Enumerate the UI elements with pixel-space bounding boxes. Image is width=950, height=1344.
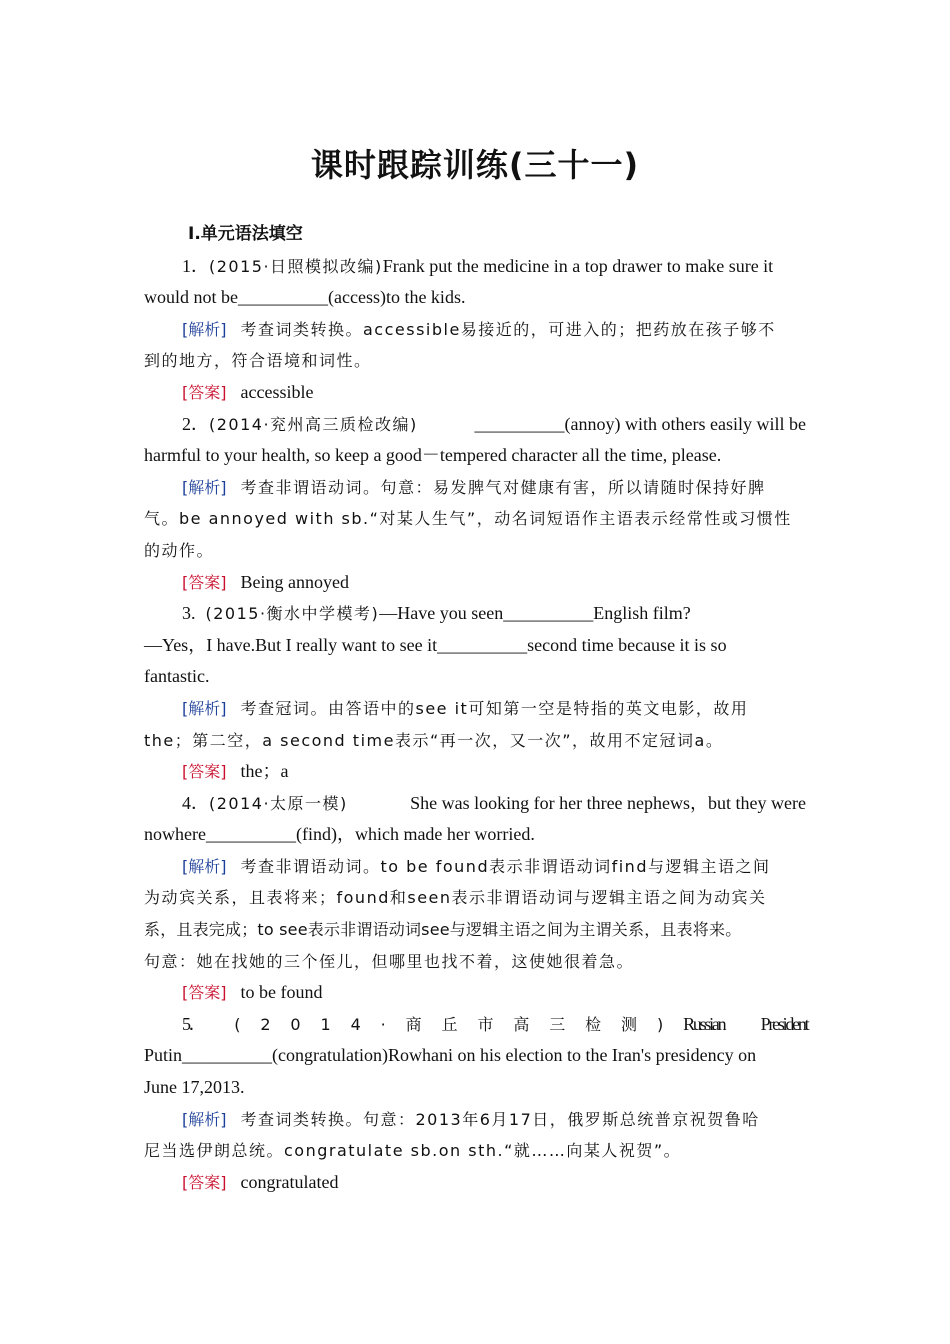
question-1-stem-cont: would not be__________(access)to the kids. xyxy=(144,287,466,308)
question-source: (2014·兖州高三质检改编) xyxy=(209,414,418,434)
answer-tag: [答案] xyxy=(182,1172,227,1192)
analysis-tag: [解析] xyxy=(182,698,227,718)
question-1-answer xyxy=(144,377,806,409)
question-text: Russian President xyxy=(683,1013,808,1034)
question-4-analysis xyxy=(144,851,806,883)
question-5-stem-cont: June 17,2013. xyxy=(144,1077,245,1098)
question-text: __________(annoy) with others easily will be xyxy=(474,413,806,434)
question-2-analysis-cont: 气。be annoyed with sb.“对某人生气”，动名词短语作主语表示经常性或习惯性 xyxy=(144,509,792,529)
question-4-analysis-cont: 句意：她在找她的三个侄儿，但哪里也找不着，这使她很着急。 xyxy=(144,951,635,971)
question-1-analysis-cont: 到的地方，符合语境和词性。 xyxy=(144,351,372,371)
answer-tag: [答案] xyxy=(182,382,227,402)
question-source: (2015·日照模拟改编) xyxy=(209,256,383,276)
question-source: (2014·商丘市高三检测) xyxy=(234,1014,684,1034)
answer-text: the；a xyxy=(240,761,289,782)
analysis-text: 考查非谓语动词。to be found表示非谓语动词find与逻辑主语之间 xyxy=(240,856,771,876)
document-body xyxy=(144,219,806,1198)
question-2-analysis-cont: 的动作。 xyxy=(144,540,215,560)
question-number: 1． xyxy=(182,255,209,276)
question-5-analysis xyxy=(144,1104,806,1136)
question-number: 5． xyxy=(182,1013,205,1034)
page-title: 课时跟踪训练(三十一) xyxy=(310,146,640,184)
question-source: (2014·太原一模) xyxy=(209,793,348,813)
question-3-analysis xyxy=(144,693,806,725)
question-1-stem xyxy=(144,251,806,283)
question-2-stem xyxy=(144,409,806,441)
question-4-answer xyxy=(144,977,806,1009)
answer-text: Being annoyed xyxy=(240,571,349,592)
question-3-answer xyxy=(144,756,806,788)
question-5-answer xyxy=(144,1167,806,1199)
question-number: 2． xyxy=(182,413,209,434)
question-2-stem-cont: harmful to your health, so keep a good－tempered character all the time, please. xyxy=(144,445,722,466)
question-3-stem-cont: —Yes，I have.But I really want to see it__________second time because it is so xyxy=(144,634,727,655)
question-5-analysis-cont: 尼当选伊朗总统。congratulate sb.on sth.“就……向某人祝贺”。 xyxy=(144,1141,682,1161)
question-4-analysis-cont: 为动宾关系，且表将来；found和seen表示非谓语动词与逻辑主语之间为动宾关 xyxy=(144,888,767,908)
question-text: —Have you seen__________English film? xyxy=(379,603,691,624)
question-2-answer xyxy=(144,567,806,599)
question-4-stem-cont: nowhere__________(find)，which made her worried. xyxy=(144,824,535,845)
question-number: 4． xyxy=(182,792,209,813)
question-3-stem xyxy=(144,598,806,630)
question-1-analysis xyxy=(144,314,806,346)
section-heading: Ⅰ.单元语法填空 xyxy=(188,224,303,244)
answer-tag: [答案] xyxy=(182,983,227,1003)
question-text: She was looking for her three nephews，but they were xyxy=(410,792,806,813)
analysis-tag: [解析] xyxy=(182,319,227,339)
question-5-stem-cont: Putin__________(congratulation)Rowhani on his election to the Iran's presidency on xyxy=(144,1045,757,1066)
question-source: (2015·衡水中学模考) xyxy=(205,604,380,624)
answer-text: congratulated xyxy=(240,1171,339,1192)
answer-tag: [答案] xyxy=(182,572,227,592)
analysis-text: 考查冠词。由答语中的see it可知第一空是特指的英文电影，故用 xyxy=(240,698,749,718)
question-3-analysis-cont: the；第二空，a second time表示“再一次，又一次”，故用不定冠词a。 xyxy=(144,730,724,750)
question-number: 3. xyxy=(182,603,196,624)
answer-tag: [答案] xyxy=(182,762,227,782)
question-3-stem-cont: fantastic. xyxy=(144,666,210,687)
answer-text: accessible xyxy=(240,381,314,402)
question-4-analysis-cont: 系，且表完成；to see表示非谓语动词see与逻辑主语之间为主谓关系，且表将来。 xyxy=(144,920,742,940)
question-2-analysis xyxy=(144,472,806,504)
analysis-tag: [解析] xyxy=(182,477,227,497)
analysis-text: 考查词类转换。句意：2013年6月17日，俄罗斯总统普京祝贺鲁哈 xyxy=(240,1109,760,1129)
question-4-stem xyxy=(144,788,806,820)
analysis-text: 考查非谓语动词。句意：易发脾气对健康有害，所以请随时保持好脾 xyxy=(240,477,766,497)
question-text: Frank put the medicine in a top drawer to make sure it xyxy=(382,255,774,276)
question-5-stem xyxy=(144,1009,806,1041)
analysis-tag: [解析] xyxy=(182,856,227,876)
analysis-tag: [解析] xyxy=(182,1109,227,1129)
analysis-text: 考查词类转换。accessible易接近的，可进入的；把药放在孩子够不 xyxy=(240,319,776,339)
answer-text: to be found xyxy=(240,982,323,1003)
